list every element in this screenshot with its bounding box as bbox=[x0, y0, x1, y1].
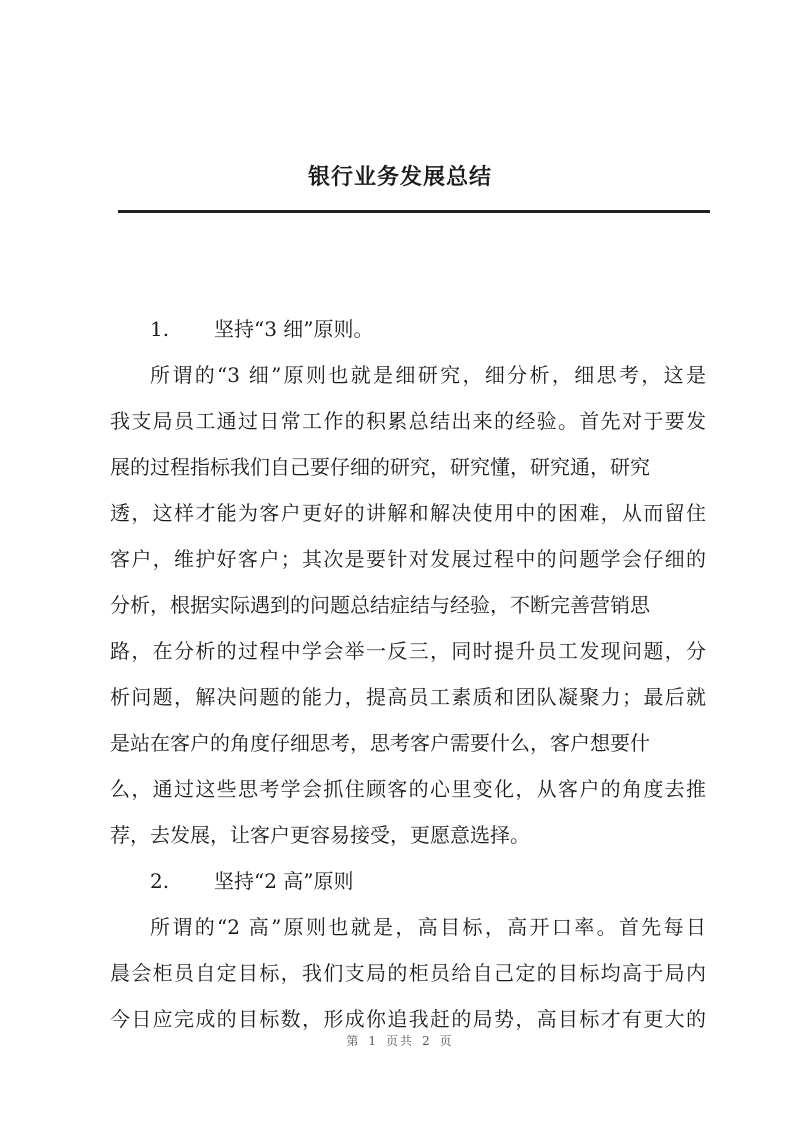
paragraph-line: 路，在分析的过程中学会举一反三，同时提升员工发现问题，分 bbox=[110, 639, 706, 663]
footer-prefix: 第 bbox=[346, 1034, 361, 1048]
paragraph-line: 是站在客户的角度仔细思考，思考客户需要什么，客户想要什 bbox=[110, 731, 650, 755]
footer-middle: 页共 bbox=[385, 1034, 414, 1048]
paragraph-line: 所谓的“2 高”原则也就是，高目标，高开口率。首先每日 bbox=[150, 915, 706, 939]
paragraph-line: 么，通过这些思考学会抓住顾客的心里变化，从客户的角度去推 bbox=[110, 777, 706, 801]
section-heading bbox=[110, 306, 706, 352]
title-divider bbox=[118, 210, 710, 213]
section-heading bbox=[110, 858, 706, 904]
paragraph-line: 所谓的“3 细”原则也就是细研究，细分析，细思考，这是 bbox=[150, 363, 706, 387]
paragraph-line: 晨会柜员自定目标，我们支局的柜员给自己定的目标均高于局内 bbox=[110, 961, 706, 985]
paragraph-line: 透，这样才能为客户更好的讲解和解决使用中的困难，从而留住 bbox=[110, 501, 706, 525]
paragraph-line: 我支局员工通过日常工作的积累总结出来的经验。首先对于要发 bbox=[110, 409, 706, 433]
paragraph-line: 展的过程指标我们自己要仔细的研究，研究懂，研究通，研究 bbox=[110, 455, 650, 479]
section-number: 2. bbox=[150, 869, 170, 893]
paragraph-line: 今日应完成的目标数，形成你追我赶的局势，高目标才有更大的 bbox=[110, 1007, 706, 1031]
page-footer bbox=[0, 1032, 800, 1050]
document-body bbox=[110, 306, 706, 1042]
section-heading-text: 坚持“3 细”原则。 bbox=[214, 317, 374, 341]
section-number: 1. bbox=[150, 317, 170, 341]
page-title: 银行业务发展总结 bbox=[307, 165, 492, 190]
paragraph-line: 荐，去发展，让客户更容易接受，更愿意选择。 bbox=[110, 823, 530, 847]
footer-suffix: 页 bbox=[439, 1034, 454, 1048]
footer-total-pages: 2 bbox=[422, 1034, 432, 1048]
paragraph-line: 分析，根据实际遇到的问题总结症结与经验，不断完善营销思 bbox=[110, 593, 650, 617]
paragraph-line: 析问题，解决问题的能力，提高员工素质和团队凝聚力；最后就 bbox=[110, 685, 706, 709]
paragraph-line: 客户，维护好客户；其次是要针对发展过程中的问题学会仔细的 bbox=[110, 547, 706, 571]
footer-current-page: 1 bbox=[368, 1034, 378, 1048]
section-heading-text: 坚持“2 高”原则 bbox=[214, 869, 354, 893]
